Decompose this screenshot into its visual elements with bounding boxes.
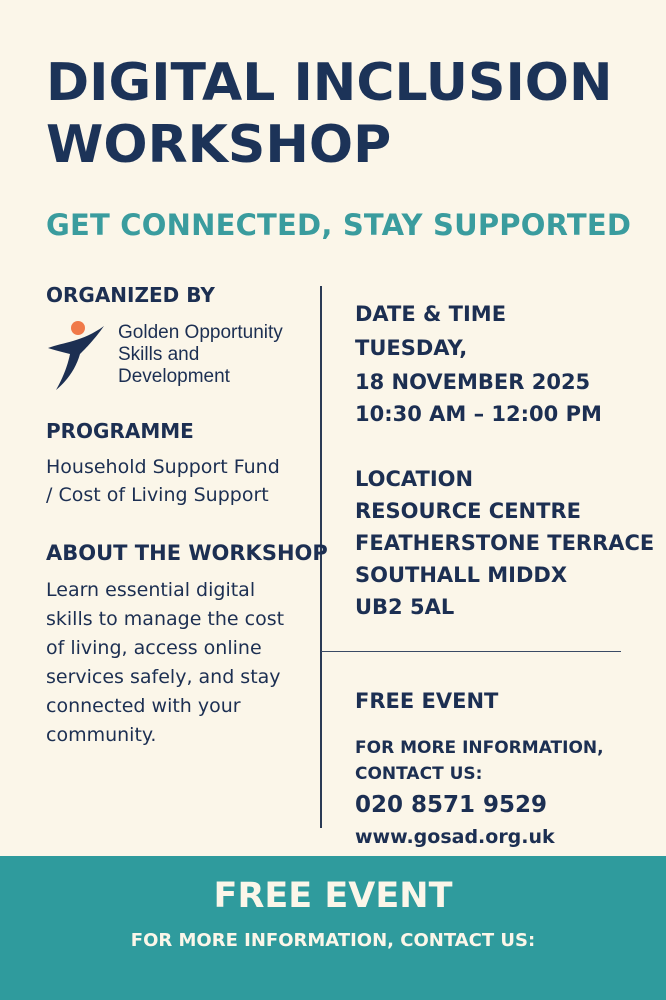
location-heading: LOCATION bbox=[355, 467, 474, 491]
page-subtitle: GET CONNECTED, STAY SUPPORTED bbox=[46, 208, 632, 242]
page-title bbox=[46, 52, 646, 176]
datetime-date: 18 NOVEMBER 2025 bbox=[355, 370, 591, 394]
about-line-6: community. bbox=[46, 724, 157, 746]
datetime-block bbox=[355, 298, 602, 430]
location-line-2: FEATHERSTONE TERRACE bbox=[355, 531, 655, 555]
organized-by-heading: ORGANIZED BY bbox=[46, 283, 215, 307]
about-text bbox=[46, 576, 284, 750]
about-heading: ABOUT THE WORKSHOP bbox=[46, 541, 328, 565]
contact-phone[interactable]: 020 8571 9529 bbox=[355, 792, 548, 818]
free-event-heading: FREE EVENT bbox=[355, 689, 499, 713]
title-line-1: DIGITAL INCLUSION bbox=[46, 53, 613, 113]
contact-info-line-1: FOR MORE INFORMATION, bbox=[355, 738, 604, 758]
datetime-day: TUESDAY, bbox=[355, 336, 468, 360]
datetime-time: 10:30 AM – 12:00 PM bbox=[355, 402, 602, 426]
programme-text bbox=[46, 453, 280, 509]
about-line-3: of living, access online bbox=[46, 637, 262, 659]
horizontal-divider bbox=[321, 651, 621, 652]
footer-banner bbox=[0, 856, 666, 1000]
location-block bbox=[355, 463, 654, 623]
about-line-4: services safely, and stay bbox=[46, 666, 281, 688]
programme-line-1: Household Support Fund bbox=[46, 456, 280, 478]
location-line-3: SOUTHALL MIDDX bbox=[355, 563, 568, 587]
datetime-heading: DATE & TIME bbox=[355, 302, 507, 326]
logo-line-1: Golden Opportunity bbox=[118, 322, 283, 343]
about-line-2: skills to manage the cost bbox=[46, 608, 285, 630]
organizer-logo bbox=[46, 318, 316, 394]
logo-line-2: Skills and bbox=[118, 344, 200, 365]
contact-info-line-2: CONTACT US: bbox=[355, 764, 483, 784]
logo-line-3: Development bbox=[118, 366, 230, 387]
programme-line-2: / Cost of Living Support bbox=[46, 484, 269, 506]
organizer-logo-text bbox=[118, 322, 283, 388]
about-line-1: Learn essential digital bbox=[46, 579, 256, 601]
location-line-4: UB2 5AL bbox=[355, 595, 455, 619]
location-line-1: RESOURCE CENTRE bbox=[355, 499, 581, 523]
contact-info bbox=[355, 735, 604, 787]
contact-website-link[interactable]: www.gosad.org.uk bbox=[355, 826, 555, 848]
programme-heading: PROGRAMME bbox=[46, 419, 194, 443]
footer-title: FREE EVENT bbox=[213, 876, 453, 916]
footer-subtitle: FOR MORE INFORMATION, CONTACT US: bbox=[130, 930, 536, 951]
title-line-2: WORKSHOP bbox=[46, 115, 392, 175]
figure-swoosh-icon bbox=[46, 318, 116, 394]
about-line-5: connected with your bbox=[46, 695, 241, 717]
